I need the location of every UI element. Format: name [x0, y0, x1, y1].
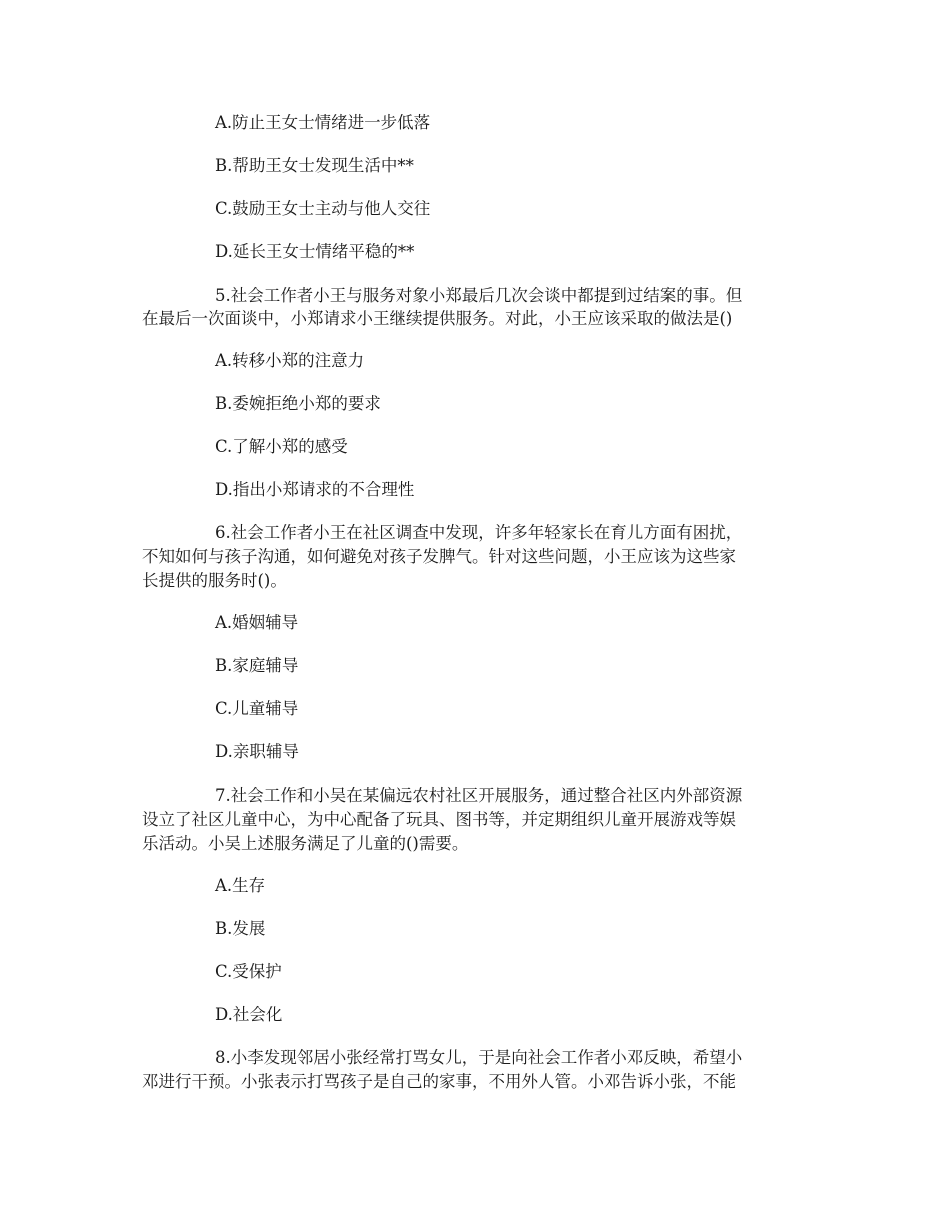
q5-option-c: C.了解小郑的感受 — [215, 437, 348, 456]
q4-option-b: B.帮助王女士发现生活中** — [215, 156, 414, 175]
q5-option-d: D.指出小郑请求的不合理性 — [215, 480, 415, 499]
q7-option-b: B.发展 — [215, 919, 266, 938]
q8-stem-line-1: 8.小李发现邻居小张经常打骂女儿，于是向社会工作者小邓反映，希望小 — [215, 1048, 743, 1067]
q4-option-a: A.防止王女士情绪进一步低落 — [215, 113, 431, 132]
q6-stem-line-1: 6.社会工作者小王在社区调查中发现，许多年轻家长在育儿方面有困扰， — [215, 523, 743, 542]
q6-option-b: B.家庭辅导 — [215, 656, 299, 675]
q5-option-b: B.委婉拒绝小郑的要求 — [215, 394, 381, 413]
q4-option-d: D.延长王女士情绪平稳的** — [215, 242, 415, 261]
q7-stem-line-3: 乐活动。小吴上述服务满足了儿童的()需要。 — [142, 834, 469, 853]
q6-option-c: C.儿童辅导 — [215, 699, 299, 718]
q6-option-a: A.婚姻辅导 — [215, 613, 299, 632]
q6-stem-line-2: 不知如何与孩子沟通，如何避免对孩子发脾气。针对这些问题，小王应该为这些家 — [142, 547, 736, 566]
q7-option-d: D.社会化 — [215, 1005, 283, 1024]
q5-option-a: A.转移小郑的注意力 — [215, 351, 365, 370]
q7-stem-line-2: 设立了社区儿童中心，为中心配备了玩具、图书等，并定期组织儿童开展游戏等娱 — [142, 810, 736, 829]
q5-stem-line-2: 在最后一次面谈中，小郑请求小王继续提供服务。对此，小王应该采取的做法是() — [142, 309, 733, 328]
q6-option-d: D.亲职辅导 — [215, 742, 299, 761]
q7-stem-line-1: 7.社会工作和小吴在某偏远农村社区开展服务，通过整合社区内外部资源 — [215, 786, 743, 805]
q4-option-c: C.鼓励王女士主动与他人交往 — [215, 199, 431, 218]
q7-option-c: C.受保护 — [215, 962, 282, 981]
q7-option-a: A.生存 — [215, 876, 266, 895]
q8-stem-line-2: 邓进行干预。小张表示打骂孩子是自己的家事，不用外人管。小邓告诉小张，不能 — [142, 1072, 736, 1091]
q6-stem-line-3: 长提供的服务时()。 — [142, 571, 287, 590]
q5-stem-line-1: 5.社会工作者小王与服务对象小郑最后几次会谈中都提到过结案的事。但 — [215, 286, 743, 305]
